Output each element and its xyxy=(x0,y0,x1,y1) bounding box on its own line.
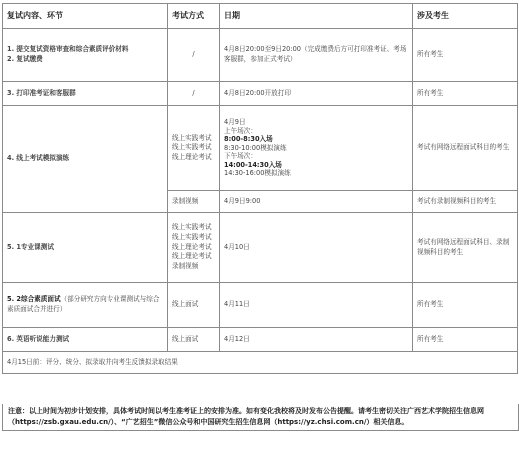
row1-content: 1. 提交复试资格审查和综合素质评价材料 2. 复试缴费 xyxy=(3,29,168,82)
row2-method: / xyxy=(168,82,220,106)
notice-text: 注意：以上时间为初步计划安排，具体考试时间以考生准考证上的安排为准。如有变化我校将及时发布公告提醒。请考生密切关注广西艺术学院招生信息网（https://zsb.gxau.edu.cn/）、“广艺招生”微信公众号和中国研究生招生信息网（https://yz.chsi.com.cn/）相关信息。 xyxy=(2,404,519,431)
row4-content: 5. 1专业课测试 xyxy=(3,213,168,283)
row3-method-a: 线上实践考试 线上实践考试 线上理论考试 xyxy=(168,106,220,191)
row6-who: 所有考生 xyxy=(413,328,518,352)
row4-who: 考试有网络远程面试科目、录制视频科目的考生 xyxy=(413,213,518,283)
row1-method: / xyxy=(168,29,220,82)
row4-date: 4月10日 xyxy=(220,213,413,283)
row1-date: 4月8日20:00至9日20:00（完成缴费后方可打印准考证、考场客服群，参加正式考试） xyxy=(220,29,413,82)
header-who: 涉及考生 xyxy=(413,4,518,29)
row2-date: 4月8日20:00开放打印 xyxy=(220,82,413,106)
row6-date: 4月12日 xyxy=(220,328,413,352)
row5-content: 5. 2综合素质面试（部分研究方向专业课测试与综合素质面试合并进行） xyxy=(3,283,168,328)
schedule-table xyxy=(2,3,518,374)
row3-content: 4. 线上考试模拟演练 xyxy=(3,106,168,213)
row3-who-b: 考试有录制视频科目的考生 xyxy=(413,191,518,213)
row4-method: 线上实践考试 线上实践考试 线上理论考试 线上理论考试 录制视频 xyxy=(168,213,220,283)
row6-method: 线上面试 xyxy=(168,328,220,352)
row3-method-b: 录制视频 xyxy=(168,191,220,213)
row5-date: 4月11日 xyxy=(220,283,413,328)
row7-content: 4月15日前：评分、统分、拟录取并向考生反馈拟录取结果 xyxy=(3,352,518,374)
header-content: 复试内容、环节 xyxy=(3,4,168,29)
row3-date-a: 4月9日 上午场次： 8:00-8:30入场 8:30-10:00模拟演练 下午场次： 14:00-14:30入场 14:30-16:00模拟演练 xyxy=(220,106,413,191)
row5-method: 线上面试 xyxy=(168,283,220,328)
row6-content: 6. 英语听说能力测试 xyxy=(3,328,168,352)
table-row xyxy=(3,283,518,328)
row3-who-a: 考试有网络远程面试科目的考生 xyxy=(413,106,518,191)
header-method: 考试方式 xyxy=(168,4,220,29)
row2-who: 所有考生 xyxy=(413,82,518,106)
table-row xyxy=(3,328,518,352)
row1-who: 所有考生 xyxy=(413,29,518,82)
table-row xyxy=(3,213,518,283)
row3-date-b: 4月9日9:00 xyxy=(220,191,413,213)
row2-content: 3. 打印准考证和客服群 xyxy=(3,82,168,106)
table-row xyxy=(3,106,518,191)
table-header-row xyxy=(3,4,518,29)
table-row xyxy=(3,82,518,106)
row5-who: 所有考生 xyxy=(413,283,518,328)
header-date: 日期 xyxy=(220,4,413,29)
table-row xyxy=(3,352,518,374)
table-row xyxy=(3,29,518,82)
